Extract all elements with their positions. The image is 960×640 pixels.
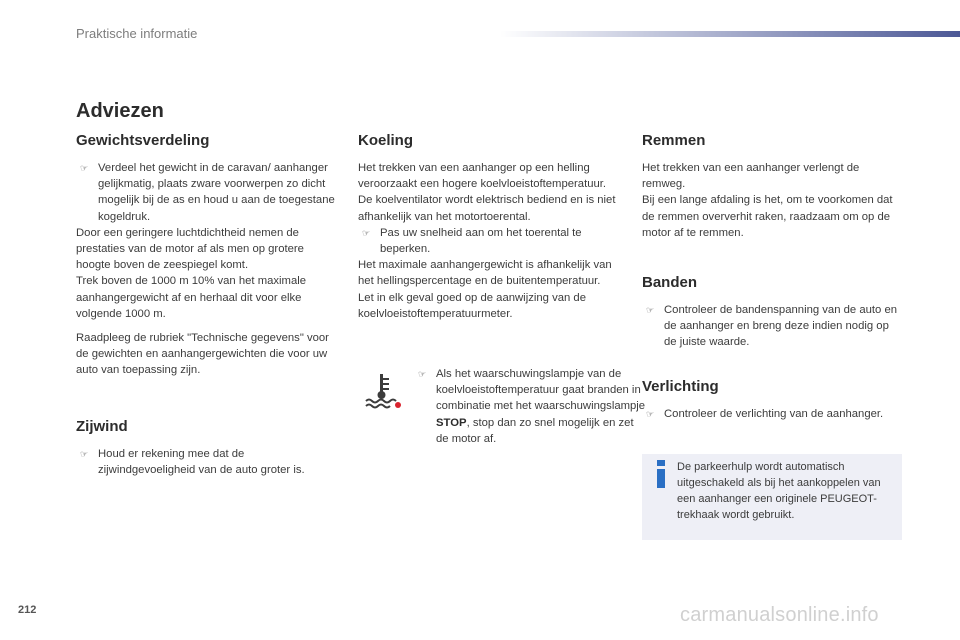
- para-koeling-1: Het trekken van een aanhanger op een helling veroorzaakt een hogere koelvloeistoftemperatuur.: [358, 162, 607, 191]
- arrow-bullet-icon: ☞: [362, 227, 371, 238]
- para-koeling-2: De koelventilator wordt elektrisch bediend en is niet afhankelijk van het motortoerental.: [358, 194, 616, 223]
- para-koeling-4: Let in elk geval goed op de aanwijzing van de koelvloeistoftemperatuurmeter.: [358, 291, 586, 320]
- info-text: De parkeerhulp wordt automatisch uitgeschakeld als bij het aankoppelen van een aanhanger een originele PEUGEOT-trekhaak wordt gebruikt.: [677, 461, 881, 521]
- para-gewicht-3: Raadpleeg de rubriek "Technische gegevens" voor de gewichten en aanhangergewichten die voor uw auto van toepassing zijn.: [76, 332, 329, 377]
- column-left: [76, 131, 338, 478]
- watermark: carmanualsonline.info: [680, 604, 879, 626]
- para-remmen-1: Het trekken van een aanhanger verlengt de remweg.: [642, 162, 860, 191]
- bullet-banden-text: Controleer de bandenspanning van de auto en de aanhanger en breng deze indien nodig op de juiste waarde.: [664, 304, 898, 349]
- bullet-zijwind: [76, 446, 338, 478]
- heading-remmen: Remmen: [642, 132, 706, 149]
- warning-text: [414, 366, 646, 447]
- column-right: [642, 131, 904, 422]
- column-middle: [358, 131, 622, 322]
- bullet-zijwind-text: Houd er rekening mee dat de zijwindgevoeligheid van de auto groter is.: [98, 447, 305, 476]
- arrow-bullet-icon: ☞: [418, 369, 427, 379]
- page-title: Adviezen: [76, 100, 164, 122]
- heading-koeling: Koeling: [358, 132, 413, 149]
- warning-stop-label: STOP: [436, 416, 467, 429]
- coolant-temperature-warning-icon: [362, 370, 402, 410]
- section-title: Praktische informatie: [76, 26, 198, 41]
- bullet-koeling-text: Pas uw snelheid aan om het toerental te beperken.: [380, 226, 582, 256]
- bullet-banden: [642, 302, 904, 351]
- para-gewicht-1: Door een geringere luchtdichtheid nemen de prestaties van de motor af als men op grotere hoogte boven de zeespiegel komt.: [76, 226, 304, 272]
- section-gewichtsverdeling: [76, 131, 338, 379]
- bullet-verlichting: [642, 406, 904, 422]
- section-zijwind: [76, 417, 338, 478]
- heading-verlichting: Verlichting: [642, 377, 719, 395]
- bullet-gewicht-text: Verdeel het gewicht in de caravan/ aanhanger gelijkmatig, plaats zware voorwerpen zo dicht mogelijk bij de as en houd u aan de toegestane kogeldruk.: [98, 162, 335, 223]
- arrow-bullet-icon: ☞: [646, 305, 655, 316]
- coolant-warning-block: [358, 366, 646, 466]
- heading-gewichtsverdeling: Gewichtsverdeling: [76, 132, 210, 149]
- bullet-verlichting-text: Controleer de verlichting van de aanhanger.: [664, 407, 884, 420]
- arrow-bullet-icon: ☞: [80, 163, 89, 173]
- warning-text-post: , stop dan zo snel mogelijk en zet de motor af.: [436, 416, 634, 445]
- para-remmen-2: Bij een lange afdaling is het, om te voorkomen dat de remmen oververhit raken, raadzaam om op de motor af te remmen.: [642, 194, 893, 239]
- para-koeling-3: Het maximale aanhangergewicht is afhankelijk van het hellingspercentage en de buitentemperatuur.: [358, 259, 612, 288]
- heading-zijwind: Zijwind: [76, 417, 128, 435]
- heading-banden: Banden: [642, 274, 698, 292]
- arrow-bullet-icon: ☞: [646, 408, 655, 419]
- page-number: 212: [18, 604, 37, 616]
- bullet-gewicht: [76, 160, 338, 225]
- warning-text-pre: Als het waarschuwingslampje van de koelvloeistoftemperatuur gaat branden in combinatie met het waarschuwingslampje: [436, 368, 646, 413]
- header-gradient-bar: [500, 31, 960, 37]
- arrow-bullet-icon: ☞: [80, 448, 89, 459]
- info-icon: [654, 460, 668, 488]
- para-gewicht-2: Trek boven de 1000 m 10% van het maximale aanhangergewicht af en herhaal dit voor elke volgende 1000 m.: [76, 275, 307, 320]
- bullet-koeling: [358, 225, 622, 257]
- info-box: [642, 454, 902, 540]
